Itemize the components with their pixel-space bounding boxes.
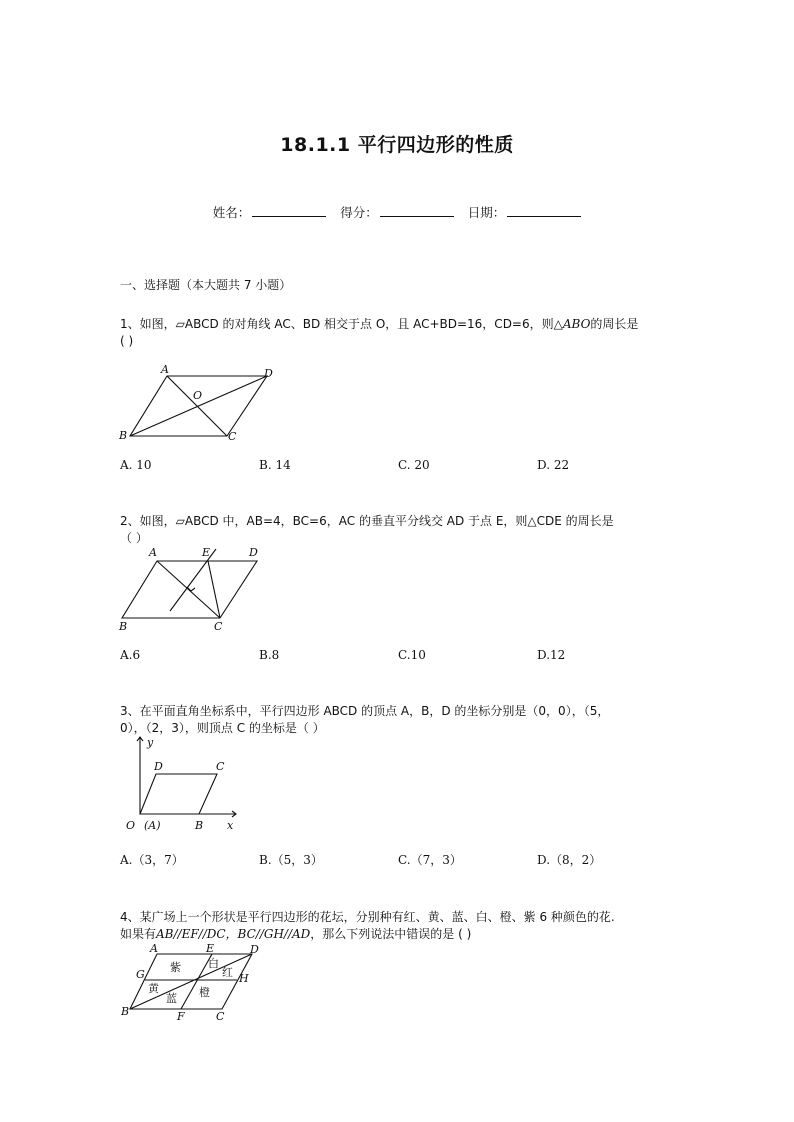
- question-1: [120, 316, 680, 350]
- question-3-line-1: 3、在平面直角坐标系中，平行四边形 ABCD 的顶点 A，B，D 的坐标分别是（0，0），（5，: [120, 704, 610, 718]
- q1-option-a[interactable]: A. 10: [120, 458, 152, 472]
- label-b: B: [121, 1005, 130, 1018]
- student-info-row: [0, 203, 794, 221]
- page-title: 18.1.1 平行四边形的性质: [280, 134, 514, 156]
- label-x: x: [227, 819, 234, 832]
- label-d: D: [250, 943, 259, 956]
- label-a: (A): [144, 819, 161, 832]
- region-white: 白: [208, 957, 219, 970]
- score-blank[interactable]: [380, 204, 454, 217]
- question-2-text: 2、如图，▱ABCD 中，AB=4，BC=6，AC 的垂直平分线交 AD 于点 E，则△CDE 的周长是: [120, 514, 614, 528]
- region-yellow: 黄: [148, 982, 159, 995]
- question-3-figure: [112, 732, 252, 834]
- question-4-figure: [112, 940, 262, 1022]
- q3-option-d[interactable]: D.（8，2）: [537, 853, 602, 867]
- label-o: O: [126, 819, 136, 832]
- label-b: B: [195, 819, 204, 832]
- question-4: [120, 909, 680, 943]
- region-orange: 橙: [199, 986, 210, 999]
- label-e: E: [202, 546, 211, 559]
- date-blank[interactable]: [507, 204, 581, 217]
- region-purple: 紫: [170, 961, 181, 974]
- question-3-line-2: 0），（2，3），则顶点 C 的坐标是（ ）: [120, 721, 325, 735]
- label-f: F: [177, 1010, 185, 1022]
- question-2: [120, 513, 680, 547]
- q2-option-c[interactable]: C.10: [398, 648, 426, 662]
- section-heading: 一、选择题（本大题共 7 小题）: [120, 278, 292, 292]
- label-b: B: [119, 429, 128, 442]
- q2-option-d[interactable]: D.12: [537, 648, 566, 662]
- q1-option-d[interactable]: D. 22: [537, 458, 570, 472]
- label-b: B: [119, 620, 128, 633]
- label-e: E: [206, 942, 215, 955]
- q2-option-b[interactable]: B.8: [259, 648, 280, 662]
- label-d: D: [249, 546, 258, 559]
- question-1-blank: ( ): [120, 334, 134, 348]
- diagonal-ac: [157, 561, 220, 618]
- label-c: C: [228, 430, 237, 443]
- name-label: 姓名：: [212, 205, 251, 220]
- label-d: D: [154, 760, 163, 773]
- label-a: A: [150, 942, 158, 955]
- q1-option-c[interactable]: C. 20: [398, 458, 430, 472]
- label-d: D: [264, 367, 273, 380]
- question-4-line-1: 4、某广场上一个形状是平行四边形的花坛，分别种有红、黄、蓝、白、橙、紫 6 种颜色的花.: [120, 910, 615, 924]
- region-red: 红: [222, 966, 233, 979]
- label-g: G: [136, 968, 145, 981]
- parallelogram-abcd: [140, 774, 217, 814]
- label-c: C: [216, 1010, 225, 1022]
- question-4-line-2: 如果有AB//EF//DC，BC//GH//AD，那么下列说法中错误的是 ( ): [120, 927, 472, 941]
- label-y: y: [147, 736, 154, 749]
- label-h: H: [239, 972, 249, 985]
- q1-option-b[interactable]: B. 14: [259, 458, 291, 472]
- label-a: A: [161, 363, 169, 376]
- question-1-figure: [112, 360, 292, 445]
- q3-option-c[interactable]: C.（7，3）: [398, 853, 462, 867]
- question-2-figure: [112, 543, 272, 635]
- question-2-blank: （ ）: [120, 531, 148, 545]
- label-o: O: [193, 389, 203, 402]
- label-a: A: [149, 546, 157, 559]
- q3-option-b[interactable]: B.（5，3）: [259, 853, 323, 867]
- label-c: C: [214, 620, 223, 633]
- label-c: C: [216, 760, 225, 773]
- score-label: 得分：: [340, 205, 378, 220]
- diagonal-ac: [167, 376, 227, 436]
- question-1-text: 1、如图，▱ABCD 的对角线 AC、BD 相交于点 O，且 AC+BD=16，CD=6，则△ABO的周长是: [120, 317, 639, 331]
- date-label: 日期：: [467, 205, 506, 220]
- name-blank[interactable]: [252, 204, 326, 217]
- q2-option-a[interactable]: A.6: [120, 648, 141, 662]
- q3-option-a[interactable]: A.（3，7）: [120, 853, 184, 867]
- region-blue: 蓝: [166, 992, 177, 1005]
